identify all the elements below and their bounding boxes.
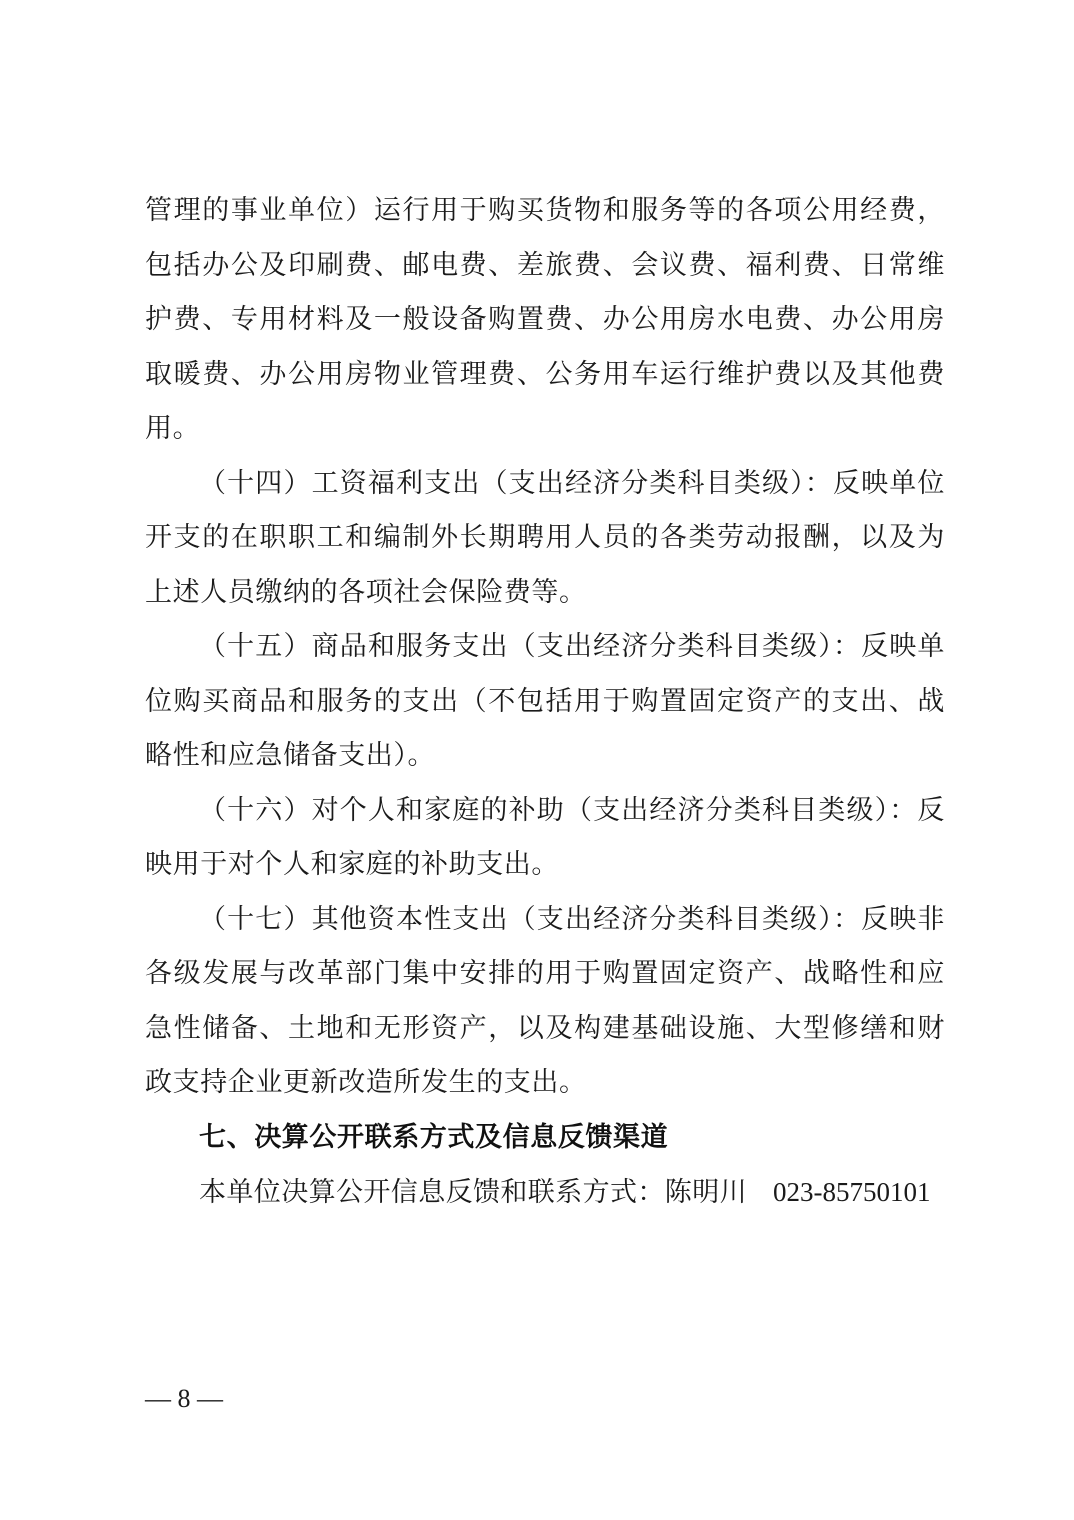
paragraph-item-17: （十七）其他资本性支出（支出经济分类科目类级）：反映非各级发展与改革部门集中安排的用于购置固定资产、战略性和应急性储备、土地和无形资产，以及构建基础设施、大型修缮和财政支持企业更新改造所发生的支出。 [145,903,945,1098]
document-body [145,184,945,1221]
page-number: — 8 — [145,1384,223,1413]
contact-line [145,1165,945,1221]
paragraph-item-15: （十五）商品和服务支出（支出经济分类科目类级）：反映单位购买商品和服务的支出（不包括用于购置固定资产的支出、战略性和应急储备支出）。 [145,631,945,771]
paragraph-item-16: （十六）对个人和家庭的补助（支出经济分类科目类级）：反映用于对个人和家庭的补助支出。 [145,794,945,880]
section-heading-contact: 七、决算公开联系方式及信息反馈渠道 [199,1121,669,1153]
paragraph-item-14: （十四）工资福利支出（支出经济分类科目类级）：反映单位开支的在职职工和编制外长期聘用人员的各类劳动报酬，以及为上述人员缴纳的各项社会保险费等。 [145,467,945,608]
paragraph-public-expenses: 管理的事业单位）运行用于购买货物和服务等的各项公用经费，包括办公及印刷费、邮电费、差旅费、会议费、福利费、日常维护费、专用材料及一般设备购置费、办公用房水电费、办公用房取暖费、办公用房物业管理费、公务用车运行维护费以及其他费用。 [145,195,945,444]
contact-phone: 023-85750101 [773,1177,931,1207]
contact-label: 本单位决算公开信息反馈和联系方式：陈明川 [199,1177,747,1208]
